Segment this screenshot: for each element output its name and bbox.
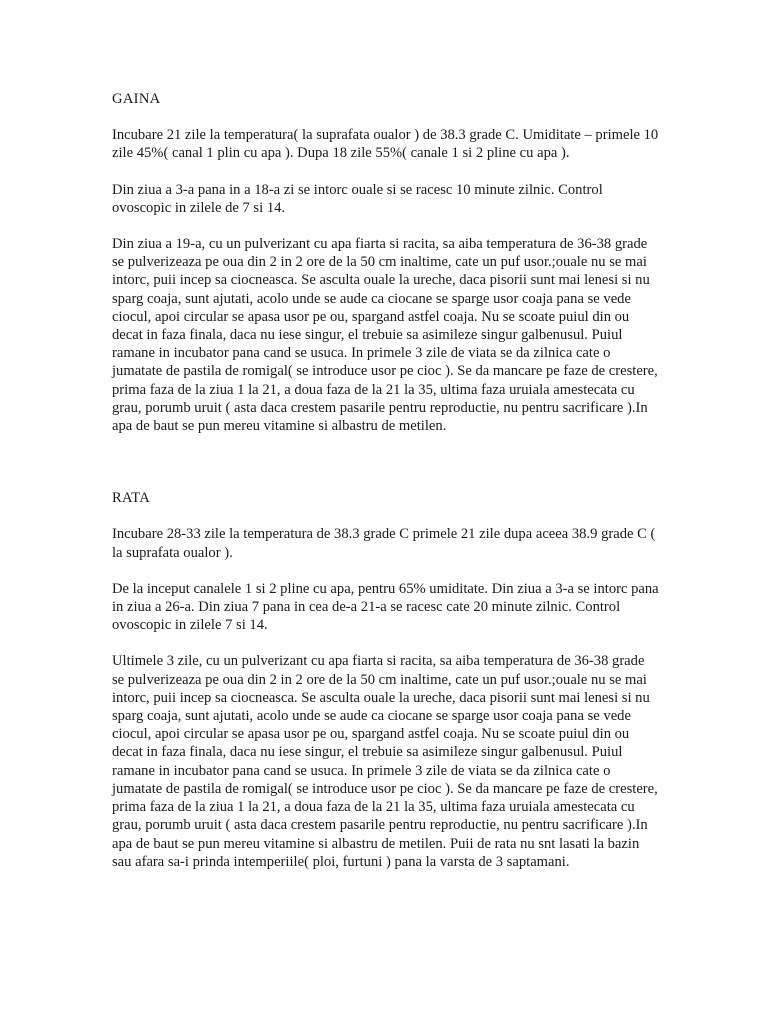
paragraph-turning-rata: De la inceput canalele 1 si 2 pline cu apa, pentru 65% umiditate. Din ziua a 3-a se intorc pana in ziua a 26-a. Din ziua 7 pana in cea de-a 21-a se racesc cate 20 minute zilnic. Control ovoscopic in zilele 7 si 14. — [112, 580, 659, 634]
paragraph-turning-gaina: Din ziua a 3-a pana in a 18-a zi se intorc ouale si se racesc 10 minute zilnic. Control ovoscopic in zilele de 7 si 14. — [112, 181, 603, 216]
document-body — [112, 90, 660, 889]
paragraph-incubation-gaina: Incubare 21 zile la temperatura( la suprafata oualor ) de 38.3 grade C. Umiditate – primele 10 zile 45%( canal 1 plin cu apa ). Dupa 18 zile 55%( canale 1 si 2 pline cu apa ). — [112, 127, 659, 162]
section-heading-gaina: GAINA — [112, 91, 161, 107]
section-gaina — [112, 90, 660, 435]
section-spacer — [112, 453, 660, 489]
paragraph-incubation-rata: Incubare 28-33 zile la temperatura de 38.3 grade C primele 21 zile dupa aceea 38.9 grade C ( la suprafata oualor ). — [112, 526, 656, 561]
paragraph-hatching-gaina: Din ziua a 19-a, cu un pulverizant cu apa fiarta si racita, sa aiba temperatura de 36-38 grade se pulverizeaza pe oua din 2 in 2 ore de la 50 cm inaltime, cate un puf usor.;ouale nu se mai intorc, puii incep sa ciocneasca. Se asculta ouale la ureche, daca pisorii sunt mai lenesi si nu sparg coaja, sunt ajutati, acolo unde se aude ca ciocane se sparge usor coaja pana se vede ciocul, apoi circular se apasa usor pe ou, spargand astfel coaja. Nu se scoate puiul din ou decat in faza finala, daca nu iese singur, el trebuie sa asimileze singur galbenusul. Puiul ramane in incubator pana cand se usuca. In primele 3 zile de viata se da zilnica cate o jumatate de pastila de romigal( se introduce usor pe cioc ). Se da mancare pe faze de crestere, prima faza de la ziua 1 la 21, a doua faza de la 21 la 35, ultima faza uruiala amestecata cu grau, porumb uruit ( asta daca crestem pasarile pentru reproductie, nu pentru sacrificare ).In apa de baut se pun mereu vitamine si albastru de metilen. — [112, 236, 658, 435]
paragraph-hatching-rata: Ultimele 3 zile, cu un pulverizant cu apa fiarta si racita, sa aiba temperatura de 36-38 grade se pulverizeaza pe oua din 2 in 2 ore de la 50 cm inaltime, cate un puf usor.;ouale nu se mai intorc, puii incep sa ciocneasca. Se asculta ouale la ureche, daca pisorii sunt mai lenesi si nu sparg coaja, sunt ajutati, acolo unde se aude ca ciocane se sparge usor coaja pana se vede ciocul, apoi circular se apasa usor pe ou, spargand astfel coaja. Nu se scoate puiul din ou decat in faza finala, daca nu iese singur, el trebuie sa asimileze singur galbenusul. Puiul ramane in incubator pana cand se usuca. In primele 3 zile de viata se da zilnica cate o jumatate de pastila de romigal( se introduce usor pe cioc ). Se da mancare pe faze de crestere, prima faza de la ziua 1 la 21, a doua faza de la 21 la 35, ultima faza uruiala amestecata cu grau, porumb uruit ( asta daca crestem pasarile pentru reproductie, nu pentru sacrificare ).In apa de baut se pun mereu vitamine si albastru de metilen. Puii de rata nu snt lasati la bazin sau afara sa-i prinda intemperiile( ploi, furtuni ) pana la varsta de 3 saptamani. — [112, 653, 658, 870]
section-heading-rata: RATA — [112, 490, 151, 507]
section-rata — [112, 489, 660, 871]
